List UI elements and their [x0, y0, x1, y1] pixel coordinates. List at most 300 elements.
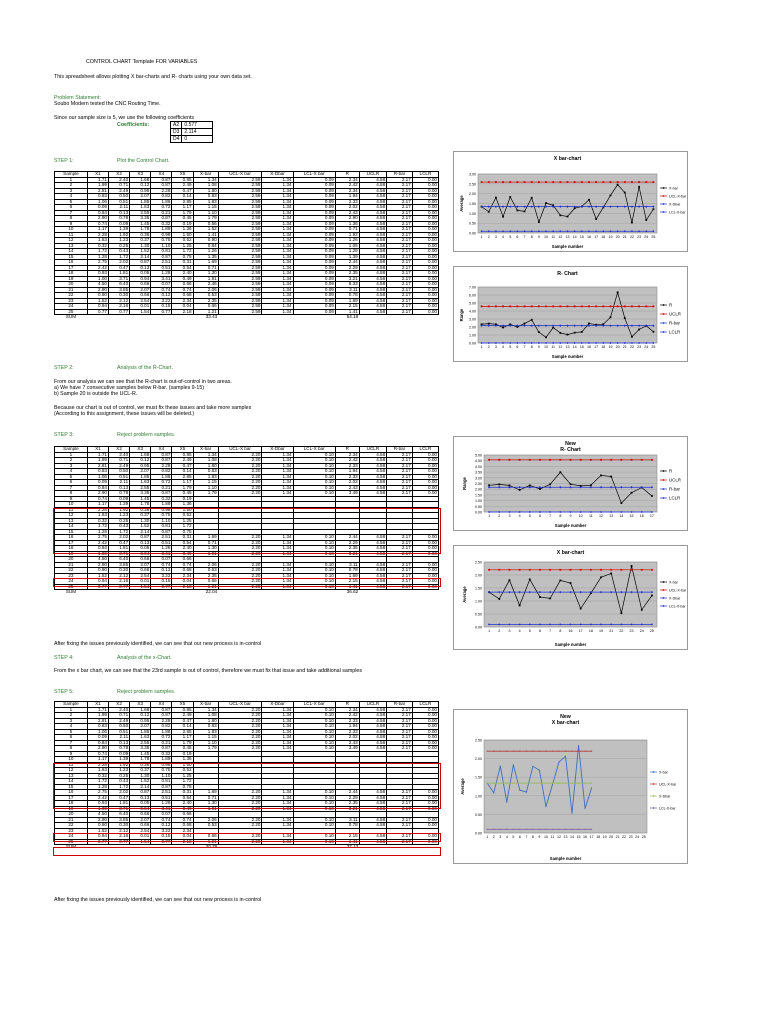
table-cell: 1.00: [87, 551, 108, 557]
table-cell: 1.85: [130, 729, 151, 735]
table-cell: 0.95: [130, 718, 151, 724]
table-cell: 1.54: [130, 839, 151, 845]
data-point: [638, 329, 640, 331]
data-point: [567, 342, 569, 344]
data-point: [488, 569, 490, 571]
table-cell: 2.17: [387, 183, 413, 189]
table-cell: 4: [55, 194, 88, 200]
table-cell: 1.34: [262, 795, 293, 801]
table-cell: 2.20: [218, 485, 262, 491]
y-tick-label: 1.50: [475, 586, 482, 591]
table-cell: 0.74: [151, 562, 172, 568]
table-cell: 1.34: [262, 535, 293, 541]
table-cell: 0.66: [130, 282, 151, 288]
table-cell: 0.13: [130, 795, 151, 801]
data-point: [610, 476, 612, 478]
table-cell: 0.66: [130, 557, 151, 563]
table-cell: 0.84: [87, 485, 108, 491]
data-point: [549, 511, 551, 513]
x-tick-label: 10: [543, 835, 548, 839]
data-point: [509, 230, 511, 232]
table-cell: 2.35: [335, 801, 359, 807]
table-cell: 2.49: [172, 713, 193, 719]
chart-svg: [454, 152, 687, 251]
table-cell: 0.51: [151, 540, 172, 546]
table-cell: 2.90: [87, 491, 108, 497]
table-cell: 0.32: [87, 518, 108, 524]
column-header: LCL-X bar: [293, 172, 335, 178]
table-cell: 1.34: [262, 707, 293, 713]
table-cell: 0.78: [109, 491, 130, 497]
table-cell: 19: [55, 276, 88, 282]
data-point: [519, 511, 521, 513]
table-cell: 1.34: [262, 309, 293, 315]
data-point: [631, 624, 633, 626]
data-point: [571, 829, 572, 830]
table-cell: 1.72: [109, 529, 130, 535]
table-cell: 0.10: [293, 546, 335, 552]
data-point: [488, 342, 490, 344]
table-cell: 1.34: [262, 573, 293, 579]
table-cell: 1.06: [87, 729, 108, 735]
table-cell: 2.20: [218, 724, 262, 730]
table-cell: 0.93: [87, 271, 108, 277]
table-cell: 17: [55, 265, 88, 271]
data-point: [539, 511, 541, 513]
table-cell: [172, 315, 193, 320]
table-cell: 6.33: [335, 282, 359, 288]
x-tick-label: 24: [644, 345, 649, 349]
table-cell: 1.80: [193, 718, 218, 724]
table-cell: 0.00: [412, 573, 438, 579]
table-cell: 2.20: [218, 458, 262, 464]
x-tick-label: 16: [586, 235, 591, 239]
table-cell: 0.47: [172, 188, 193, 194]
data-point: [565, 829, 566, 830]
data-point: [488, 305, 490, 307]
table-cell: 0.53: [193, 823, 218, 829]
sum-label: SUM: [65, 314, 77, 320]
data-point: [590, 569, 592, 571]
y-tick-label: 1.00: [475, 794, 482, 799]
table-cell: 0.75: [151, 768, 172, 774]
table-cell: 2.42: [335, 458, 359, 464]
data-point: [631, 230, 633, 232]
table-cell: 8: [55, 746, 88, 752]
table-cell: 0.10: [293, 469, 335, 475]
y-tick-label: 1.50: [475, 493, 482, 498]
table-cell: 4.58: [359, 205, 386, 211]
table-cell: 0.00: [412, 568, 438, 574]
data-point: [531, 230, 533, 232]
table-cell: 1.39: [109, 757, 130, 763]
data-point: [617, 181, 619, 183]
table-cell: 0.00: [412, 298, 438, 304]
column-header: LCL-X bar: [293, 702, 335, 708]
x-tick-label: 6: [518, 835, 521, 839]
table-cell: 0.10: [293, 806, 335, 812]
table-cell: 0.00: [412, 474, 438, 480]
data-point: [610, 230, 612, 232]
legend-marker: [653, 783, 655, 785]
table-cell: 0.77: [109, 584, 130, 590]
table-cell: 0.00: [412, 823, 438, 829]
table-cell: 0.43: [109, 249, 130, 255]
table-cell: 4.58: [359, 746, 386, 752]
table-cell: 2.44: [335, 790, 359, 796]
table-cell: 2.17: [387, 227, 413, 233]
table-cell: 0.77: [87, 309, 108, 315]
data-point: [529, 569, 531, 571]
chart-title: X bar-chart: [556, 550, 585, 556]
table-cell: 1.34: [262, 221, 293, 227]
table-cell: 1.23: [109, 768, 130, 774]
table-cell: 0.49: [172, 551, 193, 557]
table-cell: [109, 590, 130, 595]
table-cell: 1.34: [262, 801, 293, 807]
table-cell: 2.17: [387, 568, 413, 574]
data-point: [558, 829, 559, 830]
table-cell: 2.29: [335, 265, 359, 271]
table-cell: 3.85: [109, 287, 130, 293]
table-cell: 3.22: [151, 298, 172, 304]
table-cell: 0.10: [293, 735, 335, 741]
table-cell: 1.34: [262, 724, 293, 730]
data-point: [488, 624, 490, 626]
table-cell: 0.09: [109, 496, 130, 502]
table-cell: 2.90: [87, 562, 108, 568]
table-cell: 1.92: [109, 507, 130, 513]
table-cell: 1.79: [193, 746, 218, 752]
table-cell: 2.17: [387, 718, 413, 724]
y-tick-label: 0.00: [475, 831, 482, 836]
table-cell: 25: [55, 309, 88, 315]
table-cell: 2.20: [218, 562, 262, 568]
data-point: [559, 624, 561, 626]
table-cell: 1.30: [193, 546, 218, 552]
table-cell: 2.17: [387, 551, 413, 557]
x-tick-label: 1: [486, 835, 489, 839]
x-tick-label: 25: [649, 629, 654, 633]
table-cell: 4.58: [359, 309, 386, 315]
data-point: [602, 181, 604, 183]
table-cell: 1.39: [109, 227, 130, 233]
data-point: [600, 576, 602, 578]
table-cell: 2.17: [387, 713, 413, 719]
x-tick-label: 24: [635, 835, 640, 839]
y-axis-label: Average: [462, 586, 467, 603]
x-tick-label: 12: [558, 235, 563, 239]
table-cell: 0.87: [151, 746, 172, 752]
table-cell: 1.28: [151, 546, 172, 552]
table-cell: 2.49: [172, 458, 193, 464]
table-cell: 1.41: [193, 232, 218, 238]
data-point: [651, 569, 653, 571]
table-cell: 1.72: [109, 254, 130, 260]
data-point: [495, 230, 497, 232]
table-cell: 4.58: [359, 474, 386, 480]
y-tick-label: 5.00: [469, 301, 476, 306]
table-cell: 2.59: [218, 243, 262, 249]
data-point: [624, 181, 626, 183]
table-cell: 0.68: [172, 823, 193, 829]
table-cell: 0.00: [412, 707, 438, 713]
table-cell: 0.00: [412, 463, 438, 469]
x-tick-label: 5: [509, 235, 512, 239]
table-cell: 0.66: [193, 304, 218, 310]
table-cell: 0.94: [87, 304, 108, 310]
data-point: [519, 790, 520, 791]
column-header: UCL-X bar: [218, 447, 262, 453]
table-cell: 1.08: [193, 458, 218, 464]
data-point: [574, 230, 576, 232]
table-cell: 2.07: [130, 469, 151, 475]
data-point: [581, 305, 583, 307]
table-cell: 1.34: [262, 458, 293, 464]
table-cell: 0.10: [293, 485, 335, 491]
data-point: [645, 219, 647, 221]
table-cell: 15: [55, 254, 88, 260]
column-header: Sample: [55, 172, 88, 178]
table-cell: 0.74: [172, 817, 193, 823]
table-cell: 1.92: [109, 762, 130, 768]
x-tick-label: 22: [622, 835, 627, 839]
x-tick-label: 12: [558, 345, 563, 349]
data-point: [539, 751, 540, 752]
table-cell: 1.34: [262, 579, 293, 585]
table-cell: 0.30: [109, 568, 130, 574]
table-cell: 1.54: [130, 584, 151, 590]
rejected-sample-box: [53, 833, 441, 842]
table-cell: [293, 315, 335, 320]
data-point: [509, 579, 511, 581]
table-cell: 0.77: [109, 309, 130, 315]
x-tick-label: 3: [499, 835, 502, 839]
data-point: [513, 829, 514, 830]
data-point: [610, 573, 612, 575]
coef-value: 0: [182, 136, 213, 143]
table-cell: 2.20: [218, 491, 262, 497]
column-header: X5: [172, 702, 193, 708]
table-cell: 1.28: [87, 529, 108, 535]
table-cell: 1.63: [130, 205, 151, 211]
table-cell: 2.35: [193, 298, 218, 304]
table-cell: 1.71: [87, 177, 108, 183]
table-cell: 1.63: [130, 480, 151, 486]
data-point: [559, 332, 561, 334]
table-cell: 0.09: [293, 177, 335, 183]
table-cell: 2.42: [335, 183, 359, 189]
table-cell: 0.00: [412, 458, 438, 464]
table-cell: 0.87: [130, 790, 151, 796]
legend-marker: [663, 195, 665, 197]
table-cell: 0.04: [172, 834, 193, 840]
table-cell: 0.82: [151, 469, 172, 475]
table-cell: 2.17: [387, 309, 413, 315]
data-point: [502, 216, 504, 218]
x-tick-label: 24: [644, 235, 649, 239]
table-cell: 0.36: [130, 507, 151, 513]
chart-svg: [454, 267, 687, 361]
table-cell: [262, 590, 293, 595]
x-axis-label: Sample number: [549, 856, 582, 861]
data-point: [539, 770, 540, 771]
table-cell: 0.12: [130, 713, 151, 719]
step1-number: STEP 1:: [54, 158, 74, 164]
data-point: [600, 569, 602, 571]
legend-label: LCLR: [669, 495, 681, 501]
table-cell: 5: [55, 474, 88, 480]
legend-marker: [663, 211, 665, 213]
data-point: [574, 305, 576, 307]
table-cell: 4.58: [359, 546, 386, 552]
legend-marker: [663, 470, 665, 472]
table-cell: 0.00: [412, 304, 438, 310]
data-point: [539, 459, 541, 461]
table-cell: 0.51: [109, 729, 130, 735]
data-point: [590, 511, 592, 513]
table-cell: 1.34: [262, 304, 293, 310]
table-cell: 2.17: [387, 210, 413, 216]
table-cell: 1.63: [87, 513, 108, 519]
table-cell: 1.34: [262, 485, 293, 491]
step5-number: STEP 5:: [54, 689, 74, 695]
table-cell: 1.94: [335, 194, 359, 200]
data-point: [610, 511, 612, 513]
table-cell: 1.81: [109, 546, 130, 552]
table-cell: 3.49: [335, 746, 359, 752]
table-cell: 0.09: [293, 276, 335, 282]
table-cell: 1.34: [262, 210, 293, 216]
table-cell: 2.55: [130, 210, 151, 216]
data-point: [610, 195, 612, 197]
data-point: [545, 336, 547, 338]
table-cell: 2.20: [218, 474, 262, 480]
table-cell: 1.50: [172, 507, 193, 513]
x-tick-label: 3: [494, 235, 497, 239]
table-cell: 2.44: [335, 260, 359, 266]
x-tick-label: 11: [551, 345, 556, 349]
table-cell: 2.35: [193, 573, 218, 579]
column-header: X-Dbar: [262, 702, 293, 708]
data-point: [584, 783, 585, 784]
data-point: [549, 459, 551, 461]
data-point: [620, 511, 622, 513]
table-cell: 4.58: [359, 221, 386, 227]
x-tick-label: 17: [589, 835, 594, 839]
table-cell: [151, 590, 172, 595]
table-cell: 8: [55, 216, 88, 222]
table-cell: 0.21: [151, 210, 172, 216]
data-point: [545, 342, 547, 344]
table-cell: 4.58: [359, 469, 386, 475]
table-cell: 2.17: [387, 265, 413, 271]
table-cell: 2: [55, 183, 88, 189]
x-tick-label: 11: [588, 514, 593, 518]
table-cell: 1.34: [262, 293, 293, 299]
x-tick-label: 20: [609, 835, 614, 839]
data-point: [588, 342, 590, 344]
table-cell: 1.52: [130, 779, 151, 785]
table-cell: 1.81: [109, 801, 130, 807]
column-header: X5: [172, 172, 193, 178]
table-cell: 0.10: [293, 568, 335, 574]
data-point: [620, 502, 622, 504]
plot-area: [484, 740, 647, 833]
table-cell: 1.23: [109, 238, 130, 244]
coef-value: 0.577: [182, 122, 213, 129]
table-cell: 0.54: [172, 795, 193, 801]
table-cell: 4.58: [359, 551, 386, 557]
table-cell: 1.28: [151, 801, 172, 807]
data-point: [645, 230, 647, 232]
table-cell: 3.21: [335, 276, 359, 282]
data-point: [588, 305, 590, 307]
data-point: [638, 342, 640, 344]
data-point: [638, 186, 640, 188]
table-cell: 2.11: [109, 205, 130, 211]
table-cell: 2.43: [335, 210, 359, 216]
problem-label: Problem Statement:: [54, 95, 101, 101]
table-cell: 0.15: [151, 834, 172, 840]
table-cell: 1.25: [172, 773, 193, 779]
table-cell: 1.52: [130, 524, 151, 530]
x-tick-label: 19: [608, 235, 613, 239]
table-cell: 2.33: [335, 718, 359, 724]
column-header: X1: [87, 702, 108, 708]
table-cell: [387, 315, 413, 320]
table-cell: 3.85: [109, 562, 130, 568]
table-cell: 1.72: [109, 784, 130, 790]
table-cell: 0.10: [293, 474, 335, 480]
table-cell: 2.20: [218, 823, 262, 829]
table-cell: 2.07: [130, 724, 151, 730]
table-cell: 1.41: [335, 584, 359, 590]
x-tick-label: 16: [568, 629, 573, 633]
table-cell: 3.41: [151, 276, 172, 282]
data-point: [617, 342, 619, 344]
table-cell: 2.18: [172, 309, 193, 315]
data-point: [502, 230, 504, 232]
table-cell: 0.31: [172, 260, 193, 266]
table-cell: 2.17: [387, 729, 413, 735]
data-point: [502, 327, 504, 329]
table-cell: 0.00: [412, 188, 438, 194]
data-point: [651, 624, 653, 626]
table-cell: 2.17: [387, 304, 413, 310]
table-cell: 5: [55, 729, 88, 735]
table-cell: 2.28: [87, 232, 108, 238]
legend-label: R-bar: [669, 320, 680, 326]
table-cell: 0.66: [172, 812, 193, 818]
y-axis-label: Range: [459, 308, 464, 322]
table-cell: 0.45: [172, 491, 193, 497]
x-tick-label: 14: [619, 514, 624, 518]
table-cell: 1.30: [130, 518, 151, 524]
table-cell: 20: [55, 812, 88, 818]
table-cell: 0.10: [293, 463, 335, 469]
table-cell: 0.74: [172, 287, 193, 293]
table-cell: 2.02: [335, 480, 359, 486]
table-cell: [87, 590, 108, 595]
table-cell: 1.30: [193, 801, 218, 807]
table-cell: 1.17: [87, 502, 108, 508]
table-cell: 2.20: [218, 546, 262, 552]
table-cell: 0.10: [293, 746, 335, 752]
table-cell: 2.17: [387, 452, 413, 458]
table-cell: 1.45: [130, 496, 151, 502]
data-point: [591, 787, 592, 788]
